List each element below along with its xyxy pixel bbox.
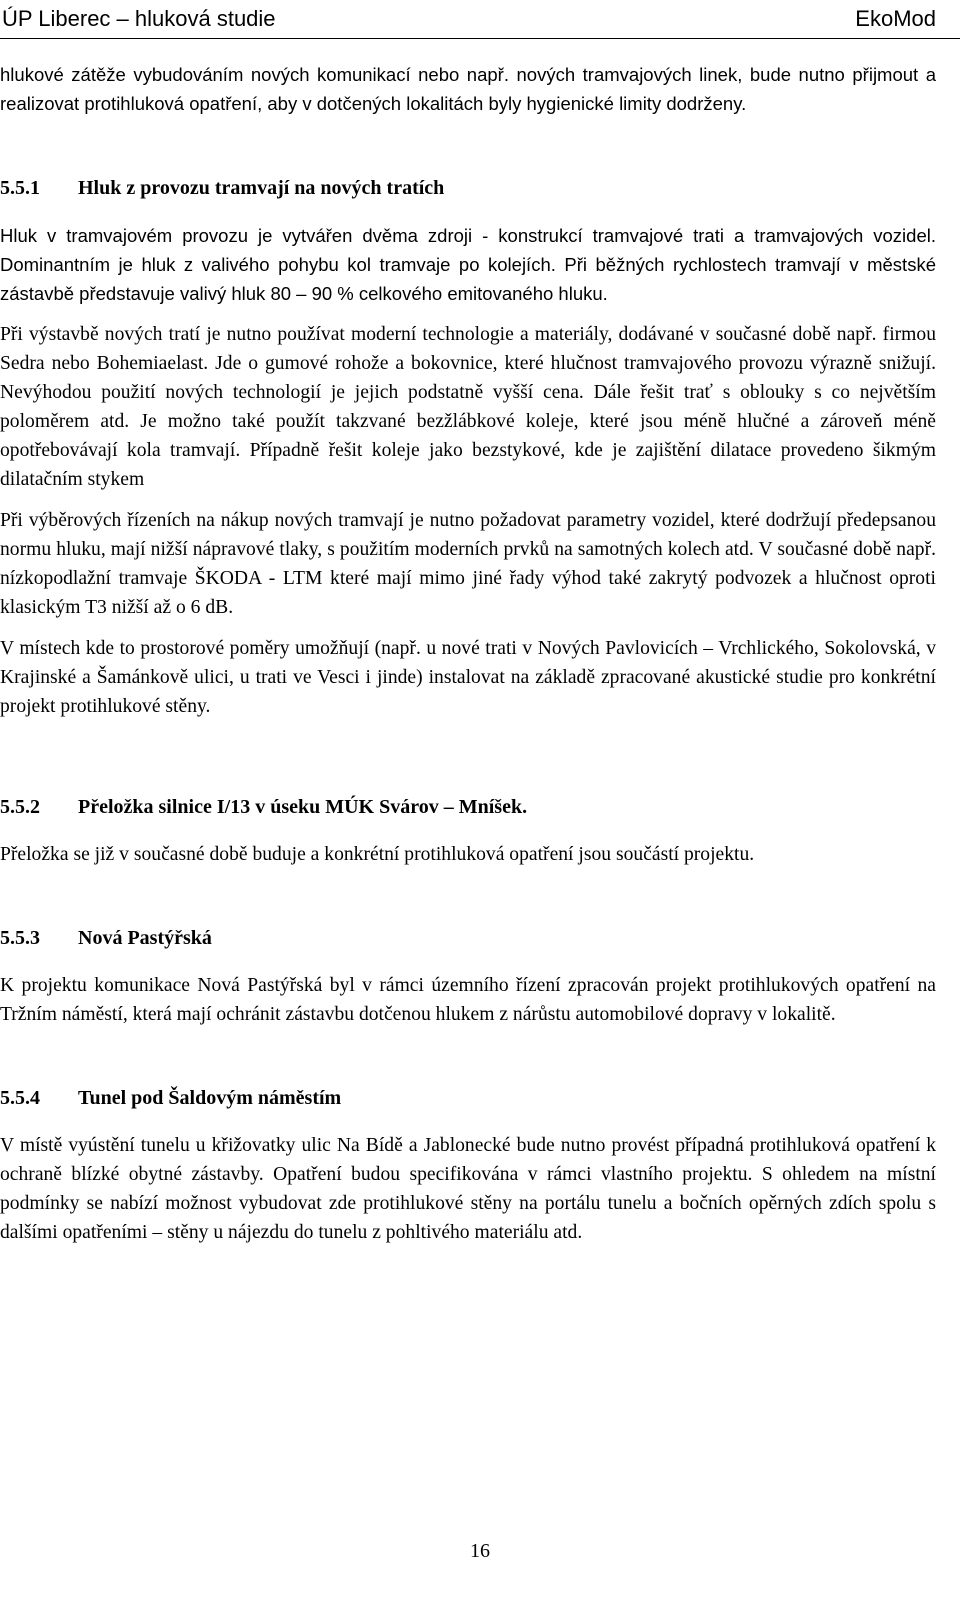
section-number: 5.5.1 — [0, 177, 40, 199]
section-heading-5-5-4 — [0, 1084, 936, 1113]
section-title: Přeložka silnice I/13 v úseku MÚK Svárov – Mníšek. — [78, 796, 528, 818]
header-company: EkoMod — [855, 6, 936, 31]
section-heading-5-5-2 — [0, 793, 936, 822]
paragraph: K projektu komunikace Nová Pastýřská byl v rámci územního řízení zpracován projekt protihlukových opatření na Tržním náměstí, která mají ochránit zástavbu dotčenou hlukem z nárůstu automobilové dopravy v lokalitě. — [0, 975, 936, 1025]
paragraph: Při výběrových řízeních na nákup nových tramvají je nutno požadovat parametry vozidel, které dodržují předepsanou normu hluku, mají nižší nápravové tlaky, s použitím moderních prvků na samotných kolech atd. V současné době např. nízkopodlažní tramvaje ŠKODA - LTM které mají mimo jiné řady výhod také zakrytý podvozek a hlučnost oproti klasickým T3 nižší až o 6 dB. — [0, 510, 936, 618]
header-title: ÚP Liberec – hluková studie — [2, 6, 276, 31]
section-title: Hluk z provozu tramvají na nových tratích — [78, 177, 445, 199]
section-number: 5.5.3 — [0, 927, 40, 949]
section-heading-5-5-3 — [0, 924, 936, 953]
paragraph: V místech kde to prostorové poměry umožňují (např. u nové trati v Nových Pavlovicích – Vrchlického, Sokolovská, v Krajinské a Šamánkově ulici, u trati ve Vesci i jinde) instalovat na základě zpracované akustické studie pro konkrétní projekt protihlukové stěny. — [0, 638, 936, 717]
document-body — [0, 60, 936, 1247]
section-number: 5.5.4 — [0, 1087, 40, 1109]
page-number: 16 — [470, 1540, 490, 1562]
paragraph: V místě vyústění tunelu u křižovatky ulic Na Bídě a Jablonecké bude nutno provést případná protihluková opatření k ochraně blízké obytné zástavby. Opatření budou specifikována v rámci vlastního projektu. S ohledem na místní podmínky se nabízí možnost vybudovat zde protihlukové stěny na portálu tunelu a bočních opěrných zdích spolu s dalšími opatřeními – stěny u nájezdu do tunelu z pohltivého materiálu atd. — [0, 1135, 936, 1243]
section-heading-5-5-1 — [0, 174, 936, 203]
paragraph: Přeložka se již v současné době buduje a konkrétní protihluková opatření jsou součástí projektu. — [0, 844, 755, 865]
paragraph: Při výstavbě nových tratí je nutno používat moderní technologie a materiály, dodávané v současné době např. firmou Sedra nebo Bohemiaelast. Jde o gumové rohože a bokovnice, které hlučnost tramvajového provozu výrazně snižují. Nevýhodou použití nových technologií je jejich podstatně vyšší cena. Dále řešit trať s oblouky s co největším poloměrem atd. Je možno také použít takzvané bezžlábkové koleje, které jsou méně hlučné a zároveň méně opotřebovávají kola tramvají. Případně řešit koleje jako bezstykové, kde je zajištění dilatace provedeno šikmým dilatačním stykem — [0, 324, 936, 490]
section-number: 5.5.2 — [0, 796, 40, 818]
page-header — [0, 0, 960, 39]
section-title: Tunel pod Šaldovým náměstím — [78, 1087, 342, 1109]
intro-paragraph: hlukové zátěže vybudováním nových komunikací nebo např. nových tramvajových linek, bude nutno přijmout a realizovat protihluková opatření, aby v dotčených lokalitách byly hygienické limity dodrženy. — [0, 64, 936, 114]
section-title: Nová Pastýřská — [78, 927, 212, 949]
paragraph: Hluk v tramvajovém provozu je vytvářen dvěma zdroji - konstrukcí tramvajové trati a tramvajových vozidel. Dominantním je hluk z valivého pohybu kol tramvaje po kolejích. Při běžných rychlostech tramvají v městské zástavbě představuje valivý hluk 80 – 90 % celkového emitovaného hluku. — [0, 225, 936, 304]
